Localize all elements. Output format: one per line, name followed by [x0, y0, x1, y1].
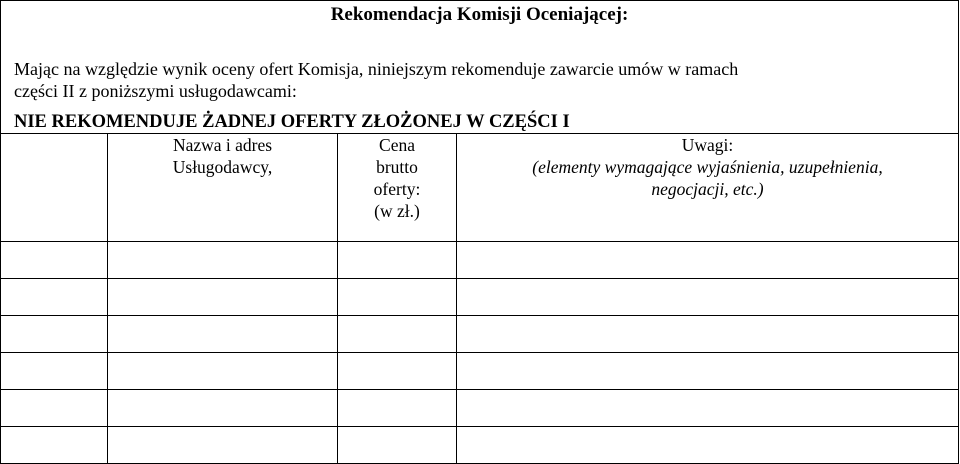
- cell-price: [338, 316, 457, 353]
- cell-name: [108, 316, 338, 353]
- header-notes-label: Uwagi:: [681, 135, 734, 155]
- header-name-line: Nazwa i adres: [172, 135, 273, 155]
- cell-price: [338, 242, 457, 279]
- cell-name: [108, 279, 338, 316]
- header-notes-description: negocjacji, etc.): [651, 179, 764, 199]
- decision-statement: NIE REKOMENDUJE ŻADNEJ OFERTY ZŁOŻONEJ W CZĘŚCI I: [14, 112, 570, 132]
- header-cell-name: [108, 134, 338, 242]
- cell-name: [108, 353, 338, 390]
- offers-table: [0, 133, 959, 464]
- table-row: [1, 390, 959, 427]
- cell-name: [108, 390, 338, 427]
- cell-notes: [457, 316, 959, 353]
- cell-notes: [457, 353, 959, 390]
- header-price-line: Cena: [379, 135, 415, 155]
- intro-line: części II z poniższymi usługodawcami:: [14, 81, 297, 101]
- cell-lp: [1, 353, 108, 390]
- header-price-line: brutto: [376, 157, 418, 177]
- cell-price: [338, 353, 457, 390]
- header-notes-description: (elementy wymagające wyjaśnienia, uzupełnienia,: [532, 157, 883, 177]
- header-cell-notes: [457, 134, 959, 242]
- header-cell-price: [338, 134, 457, 242]
- document-title: Rekomendacja Komisji Oceniającej:: [330, 4, 629, 25]
- header-price-line: oferty:: [373, 179, 421, 199]
- header-price-line: (w zł.): [374, 201, 420, 221]
- cell-lp: [1, 316, 108, 353]
- table-row: [1, 427, 959, 464]
- cell-price: [338, 279, 457, 316]
- cell-notes: [457, 427, 959, 464]
- cell-notes: [457, 279, 959, 316]
- cell-notes: [457, 242, 959, 279]
- table-header-row: [1, 134, 959, 242]
- table-row: [1, 353, 959, 390]
- cell-notes: [457, 390, 959, 427]
- cell-price: [338, 390, 457, 427]
- cell-lp: [1, 427, 108, 464]
- cell-name: [108, 242, 338, 279]
- intro-line: Mając na względzie wynik oceny ofert Komisja, niniejszym rekomenduje zawarcie umów w ramach: [14, 59, 739, 79]
- cell-lp: [1, 279, 108, 316]
- table-row: [1, 242, 959, 279]
- cell-lp: [1, 242, 108, 279]
- cell-price: [338, 427, 457, 464]
- cell-name: [108, 427, 338, 464]
- cell-lp: [1, 390, 108, 427]
- header-name-line: Usługodawcy,: [172, 157, 273, 177]
- intro-paragraph: [14, 58, 944, 102]
- table-row: [1, 279, 959, 316]
- table-row: [1, 316, 959, 353]
- header-cell-lp: [1, 134, 108, 242]
